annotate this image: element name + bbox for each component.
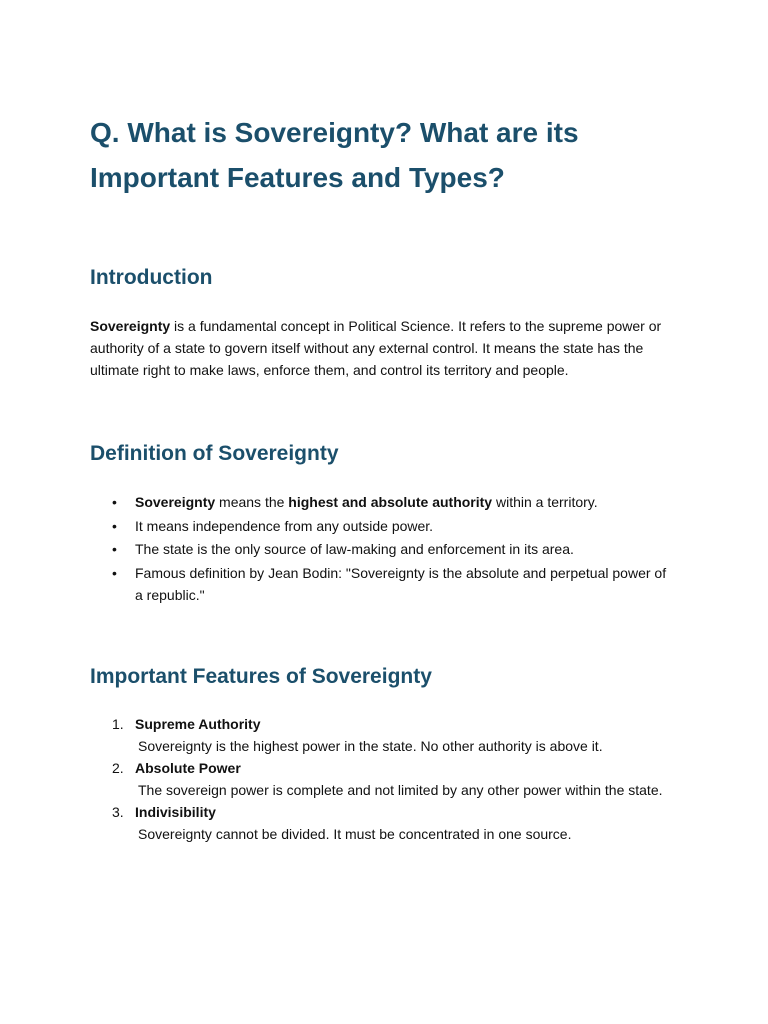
introduction-text: is a fundamental concept in Political Science. It refers to the supreme power or authority of a state to govern itself without any external control. It means the state has the ultimate right to make laws, enforce them, and control its territory and people. [90,318,662,378]
definition-bullet [90,491,675,513]
feature-number: 3. [112,804,124,820]
definition-bullet: • Famous definition by Jean Bodin: "Sovereignty is the absolute and perpetual power of a republic." [90,562,675,606]
definition-bullet-bold-phrase: highest and absolute authority [288,494,493,510]
definition-bullet: • It means independence from any outside power. [90,515,675,537]
feature-title: Supreme Authority [135,716,261,732]
features-list [90,713,675,845]
introduction-paragraph [90,315,675,381]
feature-number: 2. [112,760,124,776]
features-heading: Important Features of Sovereignty [90,665,432,688]
introduction-heading: Introduction [90,266,213,289]
definition-bullet-bold-term: Sovereignty [135,494,216,510]
feature-item [90,757,675,801]
feature-number: 1. [112,716,124,732]
feature-item [90,801,675,845]
feature-description: The sovereign power is complete and not limited by any other power within the state. [138,782,663,798]
definition-bullet-text: means the [215,494,289,510]
page-title: Q. What is Sovereignty? What are its Important Features and Types? [90,117,579,193]
introduction-term: Sovereignty [90,318,171,334]
feature-item [90,713,675,757]
definition-bullet-text: within a territory. [492,494,598,510]
feature-description: Sovereignty is the highest power in the state. No other authority is above it. [138,738,603,754]
definition-list [90,491,675,607]
definition-heading: Definition of Sovereignty [90,442,339,465]
feature-title: Absolute Power [135,760,241,776]
definition-bullet: • The state is the only source of law-making and enforcement in its area. [90,538,675,560]
feature-description: Sovereignty cannot be divided. It must be concentrated in one source. [138,826,572,842]
feature-title: Indivisibility [135,804,216,820]
